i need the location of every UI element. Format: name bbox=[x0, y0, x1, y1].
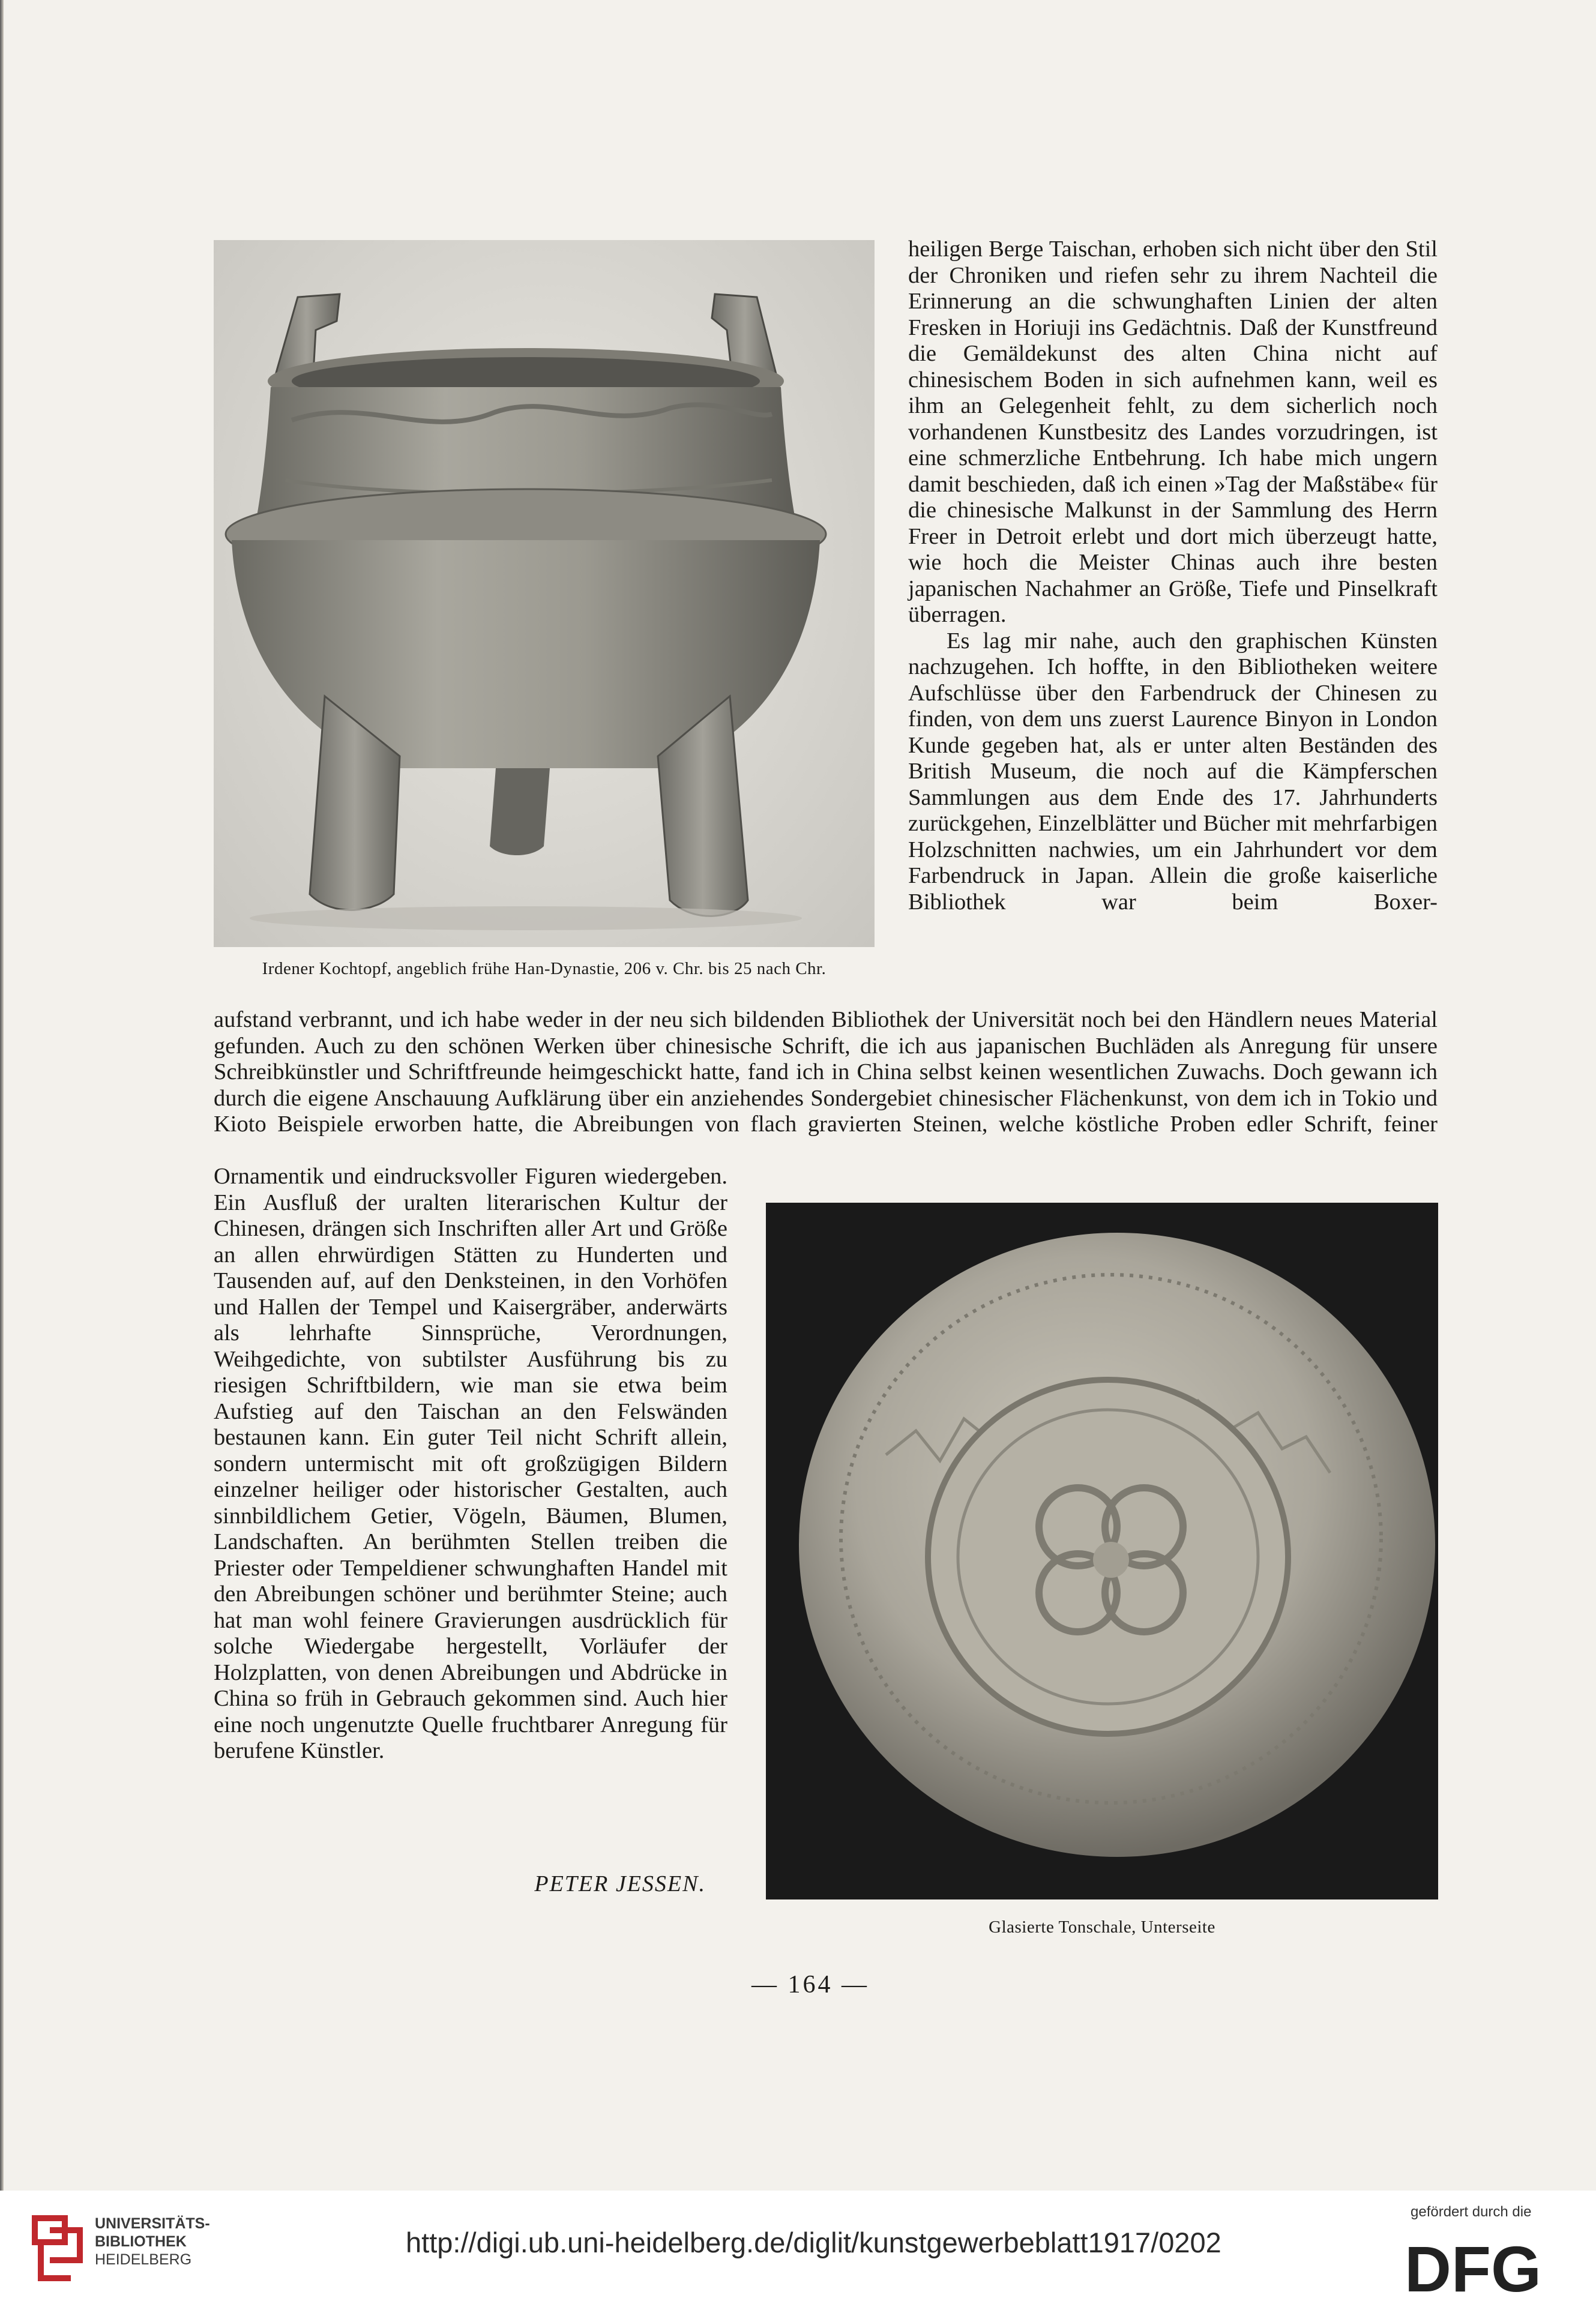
paragraph-2: Es lag mir nahe, auch den graphischen Künsten nachzugehen. Ich hoffte, in den Bibliotheken weitere Aufschlüsse über den Farbendruck der Chinesen zu finden, von dem uns zuerst Laurence Binyon in London Kunde gegeben hat, als er unter alten Beständen des British Museum, die noch auf die Kämpferschen Sammlungen aus dem Ende des 17. Jahrhunderts zurückgehen, Einzelblätter und Bücher mit mehrfarbigen Holzschnitten nachwies, um ein Jahrhundert vor dem Farbendruck in Japan. Allein die große kaiserliche Bibliothek war beim Boxer- bbox=[908, 628, 1438, 915]
bowl-illustration bbox=[766, 1203, 1438, 1899]
library-name-line-1: UNIVERSITÄTS- bbox=[95, 2215, 210, 2232]
library-logo-icon bbox=[23, 2206, 89, 2290]
bowl-caption: Glasierte Tonschale, Unterseite bbox=[989, 1917, 1215, 1937]
funded-by-label: gefördert durch die bbox=[1411, 2204, 1532, 2220]
text-column-bottom-left: Ornamentik und eindrucksvoller Figuren wiedergeben. Ein Ausfluß der uralten literarischen Kultur der Chinesen, drängen sich Inschriften aller Art und Größe an allen ehrwürdigen Stätten zu Hunderten und Tausenden auf, auf den Denksteinen, in den Vorhöfen und Hallen der Tempel und Kaisergräber, anderwärts als lehrhafte Sinnsprüche, Verordnungen, Weihgedichte, von subtilster Ausführung bis zu riesigen Schriftbildern, wie man sie etwa beim Aufstieg auf den Taischan an den Felswänden bestaunen kann. Ein guter Teil nicht Schrift allein, sondern untermischt mit oft großzügigen Bildern einzelner heiliger oder historischer Gestalten, auch sinnbildlichem Getier, Vögeln, Bäumen, Blumen, Landschaften. An berühmten Stellen treiben die Priester oder Tempeldiener schwunghaften Handel mit den Abreibungen schöner und berühmter Steine; auch hat man wohl feinere Gravierungen ausdrücklich für solche Wiedergabe hergestellt, Vorläufer der Holzplatten, von denen Abreibungen und Abdrücke in China so früh in Gebrauch gekommen sind. Auch hier eine noch ungenutzte Quelle fruchtbarer Anregung für berufene Künstler. bbox=[214, 1164, 727, 1763]
library-name-line-2: BIBLIOTHEK bbox=[95, 2233, 187, 2250]
page-number: — 164 — bbox=[751, 1971, 869, 1999]
dfg-logo-icon bbox=[1405, 2241, 1579, 2296]
pot-illustration bbox=[214, 240, 875, 947]
digitization-footer bbox=[0, 2191, 1596, 2307]
bowl-photo bbox=[766, 1203, 1438, 1899]
library-name bbox=[95, 2215, 210, 2269]
source-url-link[interactable]: http://digi.ub.uni-heidelberg.de/diglit/kunstgewerbeblatt1917/0202 bbox=[406, 2227, 1221, 2258]
text-full-width: aufstand verbrannt, und ich habe weder in der neu sich bildenden Bibliothek der Universität noch bei den Händlern neues Material gefunden. Auch zu den schönen Werken über chinesische Schrift, die ich aus japanischen Buchläden als Anregung für unsere Schreibkünstler und Schriftfreunde heimgeschickt hatte, fand ich in China selbst keinen wesentlichen Zuwachs. Doch gewann ich durch die eigene Anschauung Aufklärung über ein anziehendes Sondergebiet chinesischer Flächenkunst, von dem ich in Tokio und Kioto Beispiele erworben hatte, die Abreibungen von flach gravierten Steinen, welche köstliche Proben edler Schrift, feiner bbox=[214, 1007, 1438, 1137]
text-column-top-right bbox=[908, 236, 1438, 915]
library-name-line-3: HEIDELBERG bbox=[95, 2251, 192, 2268]
paragraph-1: heiligen Berge Taischan, erhoben sich nicht über den Stil der Chroniken und riefen sehr zu ihrem Nachteil die Erinnerung an die schwunghaften Linien der alten Fresken in Horiuji ins Gedächtnis. Daß der Kunstfreund die Gemäldekunst des alten China nicht auf chinesischem Boden in sich aufnehmen kann, weil es ihm an Gelegenheit fehlt, zu dem sicherlich noch vorhandenen Kunstbesitz des Landes vorzudringen, ist eine schmerzliche Entbehrung. Ich habe mich ungern damit beschieden, daß ich einen »Tag der Maßstäbe« für die chinesische Malkunst in der Sammlung des Herrn Freer in Detroit erlebt und dort mich überzeugt hatte, wie hoch die Meister Chinas auch ihre besten japanischen Nachahmer an Größe, Tiefe und Pinselkraft überragen. bbox=[908, 236, 1438, 627]
page-edge-shadow bbox=[0, 0, 4, 2191]
pot-photo bbox=[214, 240, 875, 947]
author-signature: PETER JESSEN. bbox=[534, 1871, 706, 1896]
pot-caption: Irdener Kochtopf, angeblich frühe Han-Dynastie, 206 v. Chr. bis 25 nach Chr. bbox=[262, 959, 827, 978]
dfg-logo-text: DFG bbox=[1405, 2241, 1541, 2296]
